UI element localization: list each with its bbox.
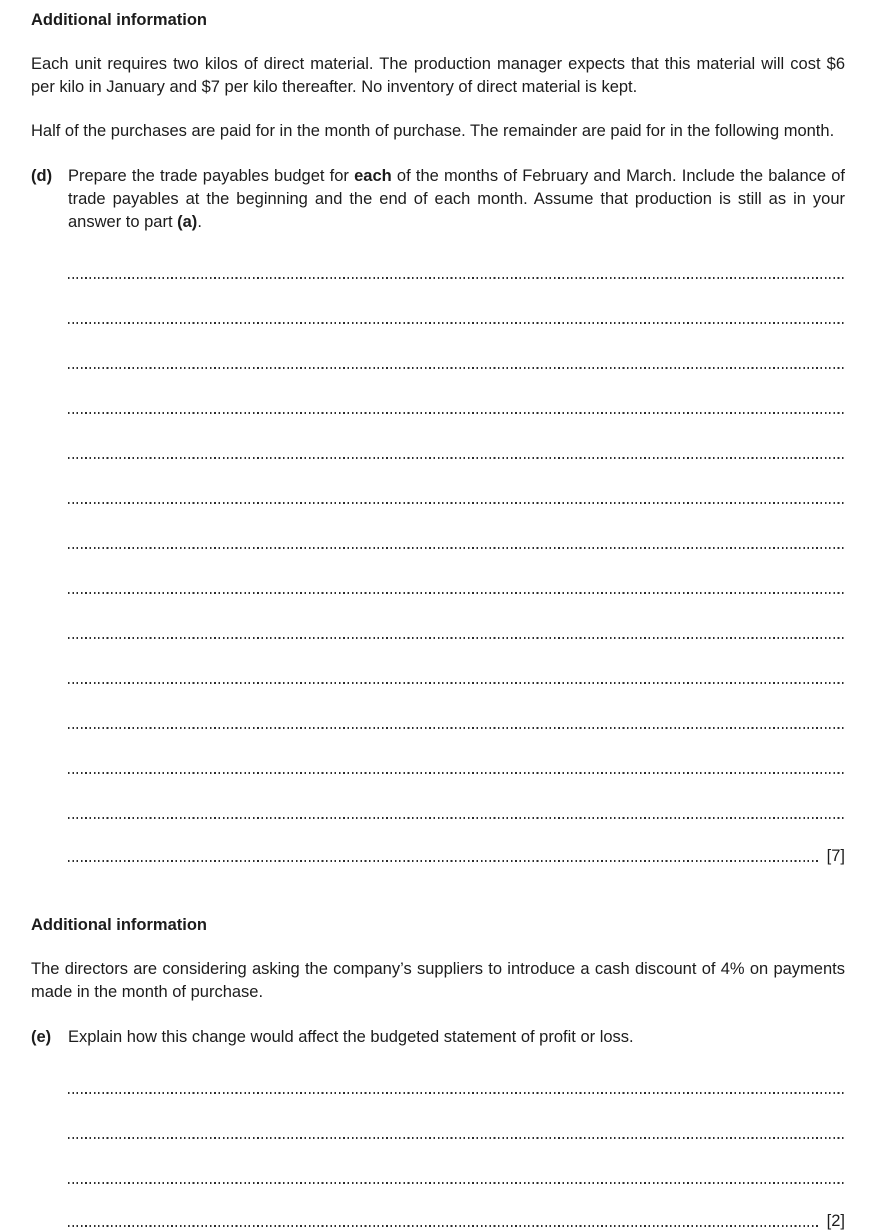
marks-e: [2]	[826, 1212, 845, 1230]
question-d-text-part-1: Prepare the trade payables budget for	[68, 167, 355, 185]
info1-paragraph-1: Each unit requires two kilos of direct material. The production manager expects that this material will cost $6 per kilo in January and $7 per kilo thereafter. No inventory of direct material is kept.	[31, 55, 845, 96]
question-d-bold-part-a: (a)	[177, 213, 198, 231]
answer-line	[68, 682, 845, 684]
answer-line	[68, 817, 845, 819]
question-d-text	[68, 165, 845, 234]
info2-paragraph-1: The directors are considering asking the company’s suppliers to introduce a cash discount of 4% on payments made in the month of purchase.	[31, 960, 845, 1001]
question-d-label: (d)	[31, 167, 53, 185]
answer-line	[68, 592, 845, 594]
question-d-text-part-2: of the months of February and March. Include the balance of trade payables at the beginning and the end of each month. Assume that production is still as in your answer to part	[68, 167, 845, 231]
answer-block-d	[31, 277, 845, 865]
info1-paragraph-2: Half of the purchases are paid for in the month of purchase. The remainder are paid for in the following month.	[31, 122, 835, 140]
answer-line-with-marks	[68, 1212, 845, 1230]
question-e	[31, 1026, 845, 1049]
answer-line	[68, 277, 845, 279]
question-d-text-part-3: .	[197, 213, 202, 231]
answer-line	[68, 322, 845, 324]
answer-line	[68, 1137, 845, 1139]
additional-info-heading-1: Additional information	[31, 11, 207, 29]
answer-line	[68, 412, 845, 414]
question-d	[31, 165, 845, 234]
answer-line-dots	[68, 1225, 818, 1227]
answer-line-with-marks	[68, 847, 845, 865]
answer-line	[68, 457, 845, 459]
answer-line	[68, 1182, 845, 1184]
additional-info-heading-2: Additional information	[31, 916, 207, 934]
answer-line	[68, 502, 845, 504]
answer-line-dots	[68, 860, 818, 862]
answer-line	[68, 772, 845, 774]
question-e-text: Explain how this change would affect the budgeted statement of profit or loss.	[68, 1028, 634, 1046]
answer-line	[68, 637, 845, 639]
question-e-label: (e)	[31, 1028, 52, 1046]
answer-line	[68, 367, 845, 369]
answer-block-e	[31, 1092, 845, 1230]
question-d-bold-each: each	[354, 167, 392, 185]
answer-line	[68, 1092, 845, 1094]
answer-line	[68, 727, 845, 729]
answer-line	[68, 547, 845, 549]
marks-d: [7]	[826, 847, 845, 865]
